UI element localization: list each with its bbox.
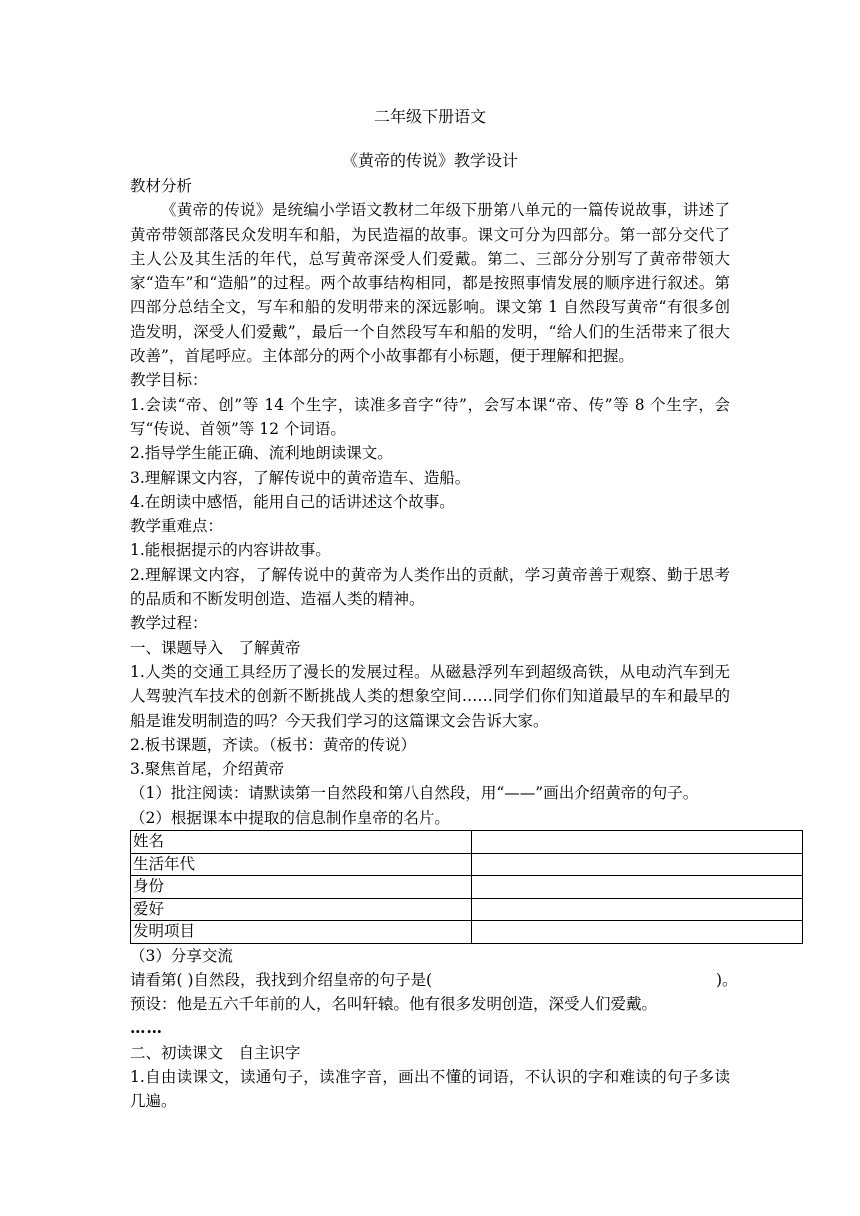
part2-heading: 二、初读课文 自主识字 xyxy=(130,1043,301,1062)
table-cell-blank xyxy=(472,831,803,854)
table-cell-blank xyxy=(472,921,803,944)
part2-item: 1.自由读课文，读通句子，读准字音，画出不懂的词语，不认识的字和难读的句子多读几遍。 xyxy=(130,1068,730,1111)
document-title: 《黄帝的传说》教学设计 xyxy=(341,151,518,170)
table-cell-blank xyxy=(472,898,803,921)
table-row xyxy=(131,898,803,921)
goal-item: 4.在朗读中感悟，能用自己的话讲述这个故事。 xyxy=(130,492,455,511)
key-point-item: 1.能根据提示的内容讲故事。 xyxy=(130,541,331,560)
table-row xyxy=(131,876,803,899)
table-cell-blank xyxy=(472,876,803,899)
goal-item: 2.指导学生能正确、流利地朗读课文。 xyxy=(130,444,393,463)
part1-item: 1.人类的交通工具经历了漫长的发展过程。从磁悬浮列车到超级高铁，从电动汽车到无人驾驶汽车技术的创新不断挑战人类的想象空间……同学们你们知道最早的车和最早的船是谁发明制造的吗？今天我们学习的这篇课文会告诉大家。 xyxy=(130,662,730,730)
key-points-heading: 教学重难点： xyxy=(130,517,224,536)
table-row xyxy=(131,853,803,876)
sub-item-annotate: （1）批注阅读：请默读第一自然段和第八自然段，用“——”画出介绍黄帝的句子。 xyxy=(130,784,699,803)
fill-in-end: )。 xyxy=(716,970,738,989)
ellipsis: …… xyxy=(130,1018,163,1038)
table-row xyxy=(131,831,803,854)
fill-in-start: 请看第( )自然段，我找到介绍皇帝的句子是( xyxy=(130,970,433,989)
table-cell-blank xyxy=(472,853,803,876)
fill-in-sentence xyxy=(130,968,738,992)
table-cell-label: 身份 xyxy=(131,876,472,899)
grade-heading: 二年级下册语文 xyxy=(373,107,486,126)
goals-heading: 教学目标： xyxy=(130,371,208,390)
analysis-heading: 教材分析 xyxy=(130,177,193,195)
table-row xyxy=(131,921,803,944)
process-heading: 教学过程： xyxy=(130,614,208,633)
goal-item: 1.会读“帝、创”等 14 个生字，读准多音字“待”，会写本课“帝、传”等 8 个生字，会写“传说、首领”等 12 个词语。 xyxy=(130,395,730,438)
table-cell-label: 生活年代 xyxy=(131,853,472,876)
analysis-paragraph: 《黄帝的传说》是统编小学语文教材二年级下册第八单元的一篇传说故事，讲述了黄帝带领部落民众发明车和船，为民造福的故事。课文可分为四部分。第一部分交代了主人公及其生活的年代，总写黄帝深受人们爱戴。第二、三部分分别写了黄帝带领大家“造车”和“造船”的过程。两个故事结构相同，都是按照事情发展的顺序进行叙述。第四部分总结全文，写车和船的发明带来的深远影响。课文第 1 自然段写黄帝“有很多创造发明，深受人们爱戴”，最后一个自然段写车和船的发明，“给人们的生活带来了很大改善”，首尾呼应。主体部分的两个小故事都有小标题，便于理解和把握。 xyxy=(130,201,730,366)
sub-item-card: （2）根据课本中提取的信息制作皇帝的名片。 xyxy=(130,808,450,827)
part1-heading: 一、课题导入 了解黄帝 xyxy=(130,638,301,657)
key-point-item: 2.理解课文内容，了解传说中的黄帝为人类作出的贡献，学习黄帝善于观察、勤于思考的品质和不断发明创造、造福人类的精神。 xyxy=(130,565,730,609)
part1-item: 3.聚焦首尾，介绍黄帝 xyxy=(130,760,285,779)
table-cell-label: 发明项目 xyxy=(131,921,472,944)
goal-item: 3.理解课文内容，了解传说中的黄帝造车、造船。 xyxy=(130,468,471,487)
document-body xyxy=(130,174,738,1114)
part1-item: 2.板书课题，齐读。（板书：黄帝的传说） xyxy=(130,735,417,754)
name-card-table xyxy=(130,830,803,944)
table-cell-label: 姓名 xyxy=(131,831,472,854)
table-cell-label: 爱好 xyxy=(131,898,472,921)
sub-item-share: （3）分享交流 xyxy=(130,946,233,965)
preset-answer: 预设：他是五六千年前的人，名叫轩辕。他有很多发明创造，深受人们爱戴。 xyxy=(130,995,658,1014)
